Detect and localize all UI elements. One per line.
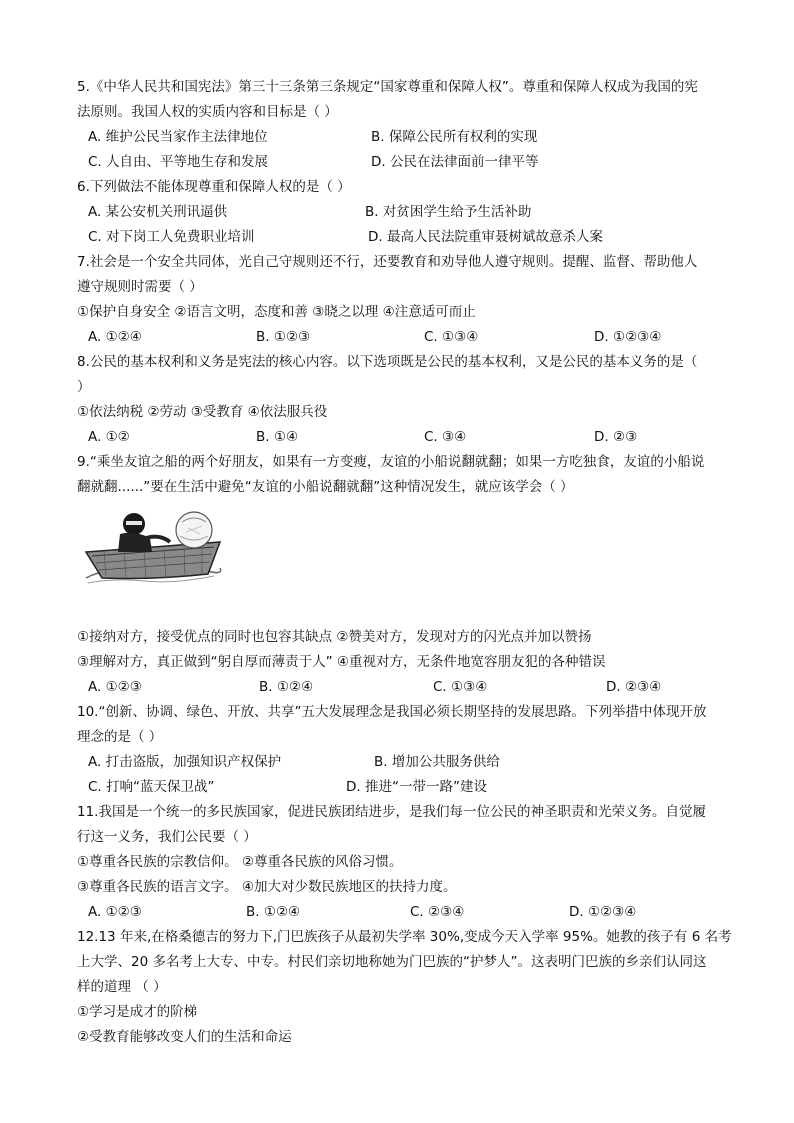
q5-stem-line-2: 法原则。我国人权的实质内容和目标是（ ） (77, 104, 338, 120)
q11-option-d: D. ①②③④ (569, 904, 637, 920)
q10-option-d: D. 推进“一带一路”建设 (346, 779, 487, 795)
q11-stem-line-2: 行这一义务，我们公民要（ ） (77, 829, 257, 845)
q10-stem-line-2: 理念的是（ ） (77, 729, 163, 745)
q10-option-c: C. 打响“蓝天保卫战” (88, 779, 215, 795)
q5-option-a: A. 维护公民当家作主法律地位 (88, 129, 268, 145)
q7-option-b: B. ①②③ (256, 329, 311, 345)
q12-statement-1: ①学习是成才的阶梯 (77, 1004, 198, 1020)
q7-stem-line-2: 遵守规则时需要（ ） (77, 279, 203, 295)
q7-option-c: C. ①③④ (424, 329, 479, 345)
q11-option-a: A. ①②③ (88, 904, 142, 920)
friendship-boat-illustration (84, 508, 222, 588)
q9-statements-line-1: ①接纳对方，接受优点的同时也包容其缺点 ②赞美对方，发现对方的闪光点并加以赞扬 (77, 629, 592, 645)
q8-option-c: C. ③④ (424, 429, 467, 445)
q8-option-a: A. ①② (88, 429, 130, 445)
q9-statements-line-2: ③理解对方，真正做到“躬自厚而薄责于人” ④重视对方，无条件地宽容朋友犯的各种错误 (77, 654, 606, 670)
q9-stem-line-2: 翻就翻......”要在生活中避免“友谊的小船说翻就翻”这种情况发生，就应该学会（ ） (77, 479, 574, 495)
q6-option-d: D. 最高人民法院重审聂树斌故意杀人案 (368, 229, 603, 245)
q6-option-a: A. 某公安机关刑讯逼供 (88, 204, 228, 220)
q12-stem-line-2: 上大学、20 多名考上大专、中专。村民们亲切地称她为门巴族的“护梦人”。这表明门巴族的乡亲们认同这 (77, 954, 707, 970)
q7-option-a: A. ①②④ (88, 329, 142, 345)
q12-statement-2: ②受教育能够改变人们的生活和命运 (77, 1029, 292, 1045)
q11-statements-line-2: ③尊重各民族的语言文字。 ④加大对少数民族地区的扶持力度。 (77, 879, 457, 895)
q10-stem-line-1: 10.“创新、协调、绿色、开放、共享”五大发展理念是我国必须长期坚持的发展思路。下列举措中体现开放 (77, 704, 707, 720)
q8-stem-line-1: 8.公民的基本权利和义务是宪法的核心内容。以下选项既是公民的基本权利，又是公民的基本义务的是（ (77, 354, 698, 370)
q7-statements: ①保护自身安全 ②语言文明，态度和善 ③晓之以理 ④注意适可而止 (77, 304, 476, 320)
q11-option-b: B. ①②④ (246, 904, 301, 920)
q8-stem-line-2: ） (77, 379, 91, 395)
q12-stem-line-1: 12.13 年来,在格桑德吉的努力下,门巴族孩子从最初失学率 30%,变成今天入学率 95%。她教的孩子有 6 名考 (77, 929, 732, 945)
q7-option-d: D. ①②③④ (594, 329, 662, 345)
q11-option-c: C. ②③④ (410, 904, 465, 920)
q6-option-c: C. 对下岗工人免费职业培训 (88, 229, 255, 245)
q6-stem: 6.下列做法不能体现尊重和保障人权的是（ ） (77, 179, 351, 195)
q9-stem-line-1: 9.“乘坐友谊之船的两个好朋友，如果有一方变瘦，友谊的小船说翻就翻；如果一方吃独食，友谊的小船说 (77, 454, 705, 470)
q5-option-b: B. 保障公民所有权利的实现 (371, 129, 538, 145)
q8-option-d: D. ②③ (594, 429, 638, 445)
q9-option-d: D. ②③④ (606, 679, 662, 695)
q7-stem-line-1: 7.社会是一个安全共同体，光自己守规则还不行，还要教育和劝导他人遵守规则。提醒、监督、帮助他人 (77, 254, 698, 270)
q10-option-a: A. 打击盗版，加强知识产权保护 (88, 754, 282, 770)
q11-statements-line-1: ①尊重各民族的宗教信仰。 ②尊重各民族的风俗习惯。 (77, 854, 403, 870)
q5-stem-line-1: 5.《中华人民共和国宪法》第三十三条第三条规定“国家尊重和保障人权”。尊重和保障人权成为我国的宪 (77, 79, 698, 95)
q6-option-b: B. 对贫困学生给予生活补助 (365, 204, 532, 220)
q8-statements: ①依法纳税 ②劳动 ③受教育 ④依法服兵役 (77, 404, 328, 420)
q9-option-a: A. ①②③ (88, 679, 142, 695)
q11-stem-line-1: 11.我国是一个统一的多民族国家，促进民族团结进步，是我们每一位公民的神圣职责和光荣义务。自觉履 (77, 804, 706, 820)
q10-option-b: B. 增加公共服务供给 (374, 754, 500, 770)
q8-option-b: B. ①④ (256, 429, 299, 445)
q12-stem-line-3: 样的道理 （ ） (77, 979, 167, 995)
q5-option-d: D. 公民在法律面前一律平等 (371, 154, 539, 170)
q9-option-c: C. ①③④ (433, 679, 488, 695)
q5-option-c: C. 人自由、平等地生存和发展 (88, 154, 269, 170)
q9-option-b: B. ①②④ (259, 679, 314, 695)
